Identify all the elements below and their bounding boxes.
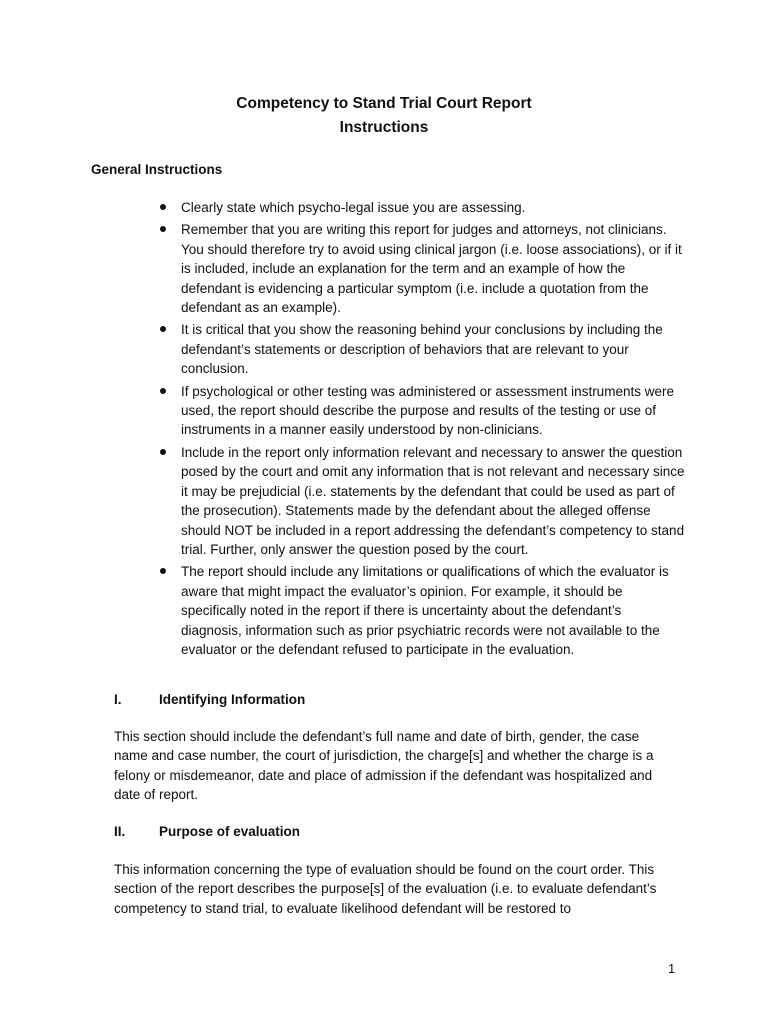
- bullet-text: Remember that you are writing this report for judges and attorneys, not clinicians. You should therefore try to avoid using clinical jargon (i.e. loose associations), or if it is included, include an explanation for the term and an example of how the defendant is evidencing a particular symptom (i.e. include a quotation from the defendant as an example).: [181, 222, 682, 316]
- list-item: [160, 198, 685, 217]
- section-body-purpose-of-evaluation: This information concerning the type of evaluation should be found on the court order. This section of the report describes the purpose[s] of the evaluation (i.e. to evaluate defendant’s competency to stand trial, to evaluate likelihood defendant will be restored to: [114, 862, 657, 916]
- bullet-icon: [160, 226, 166, 232]
- document-title: Competency to Stand Trial Court Report: [236, 95, 532, 112]
- section-number: II.: [114, 824, 126, 839]
- section-title: Purpose of evaluation: [159, 824, 301, 839]
- bullet-icon: [160, 388, 166, 394]
- list-item: [160, 382, 685, 440]
- section-number: I.: [114, 692, 122, 707]
- bullet-icon: [160, 568, 166, 574]
- section-body-identifying-information: This section should include the defendant’s full name and date of birth, gender, the case name and case number, the court of jurisdiction, the charge[s] and whether the charge is a felony or misdemeanor, date and place of admission if the defendant was hospitalized and date of report.: [114, 729, 654, 802]
- bullet-text: The report should include any limitations or qualifications of which the evaluator is aware that might impact the evaluator’s opinion. For example, it should be specifically noted in the report if there is uncertainty about the defendant’s diagnosis, information such as prior psychiatric records were not available to the evaluator or the defendant refused to participate in the evaluation.: [181, 564, 669, 657]
- list-item: [160, 220, 685, 317]
- bullet-text: Clearly state which psycho-legal issue you are assessing.: [181, 200, 526, 215]
- bullet-text: If psychological or other testing was administered or assessment instruments were used, the report should describe the purpose and results of the testing or use of instruments in a manner easily understood by non-clinicians.: [181, 383, 674, 438]
- section-title: Identifying Information: [159, 692, 306, 707]
- section-heading-purpose-of-evaluation: [114, 822, 300, 841]
- general-instructions-heading: General Instructions: [91, 162, 223, 177]
- document-subtitle: Instructions: [339, 119, 429, 136]
- list-item: [160, 443, 685, 559]
- page-number: 1: [668, 961, 676, 976]
- bullet-text: It is critical that you show the reasoning behind your conclusions by including the defendant’s statements or description of behaviors that are relevant to your conclusion.: [181, 322, 663, 377]
- list-item: [160, 562, 685, 659]
- general-instructions-list: [160, 198, 685, 662]
- section-heading-identifying-information: [114, 690, 305, 709]
- list-item: [160, 320, 685, 378]
- bullet-icon: [160, 326, 166, 332]
- bullet-icon: [160, 204, 166, 210]
- bullet-icon: [160, 449, 166, 455]
- bullet-text: Include in the report only information relevant and necessary to answer the question posed by the court and omit any information that is not relevant and necessary since it may be prejudicial (i.e. statements by the defendant that could be used as part of the prosecution). Statements made by the defendant about the alleged offense should NOT be included in a report addressing the defendant’s competency to stand trial. Further, only answer the question posed by the court.: [181, 444, 685, 557]
